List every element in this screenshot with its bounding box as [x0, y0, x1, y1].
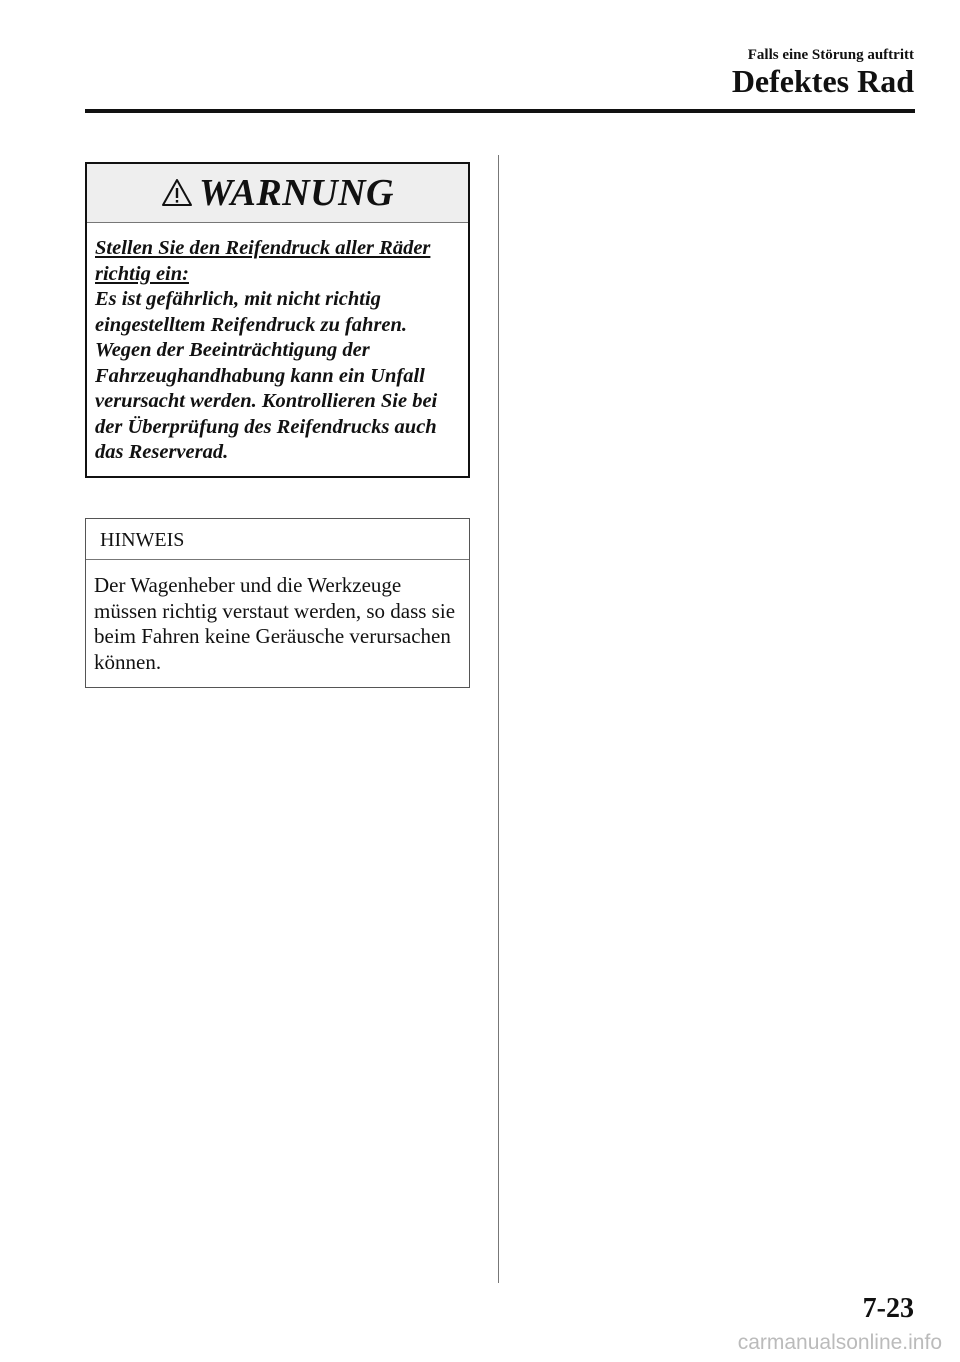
note-title: HINWEIS [86, 519, 469, 560]
watermark: carmanualsonline.info [737, 1331, 942, 1354]
column-divider [498, 155, 499, 1283]
warning-title: WARNUNG [199, 172, 394, 214]
warning-lead: Stellen Sie den Reifendruck aller Räder richtig ein: [95, 237, 431, 285]
warning-body [87, 223, 468, 466]
page-title: Defektes Rad [731, 63, 914, 99]
warning-box [85, 162, 470, 478]
warning-text: Es ist gefährlich, mit nicht richtig eingestelltem Reifendruck zu fahren. Wegen der Beeinträchtigung der Fahrzeughandhabung kann ein Unfall verursacht werden. Kontrollieren Sie bei der Überprüfung des Reifendrucks auch das Reserverad. [95, 288, 438, 463]
note-text: Der Wagenheber und die Werkzeuge müssen richtig verstaut werden, so dass sie beim Fahren keine Geräusche verursachen können. [94, 573, 456, 674]
warning-header [87, 164, 468, 223]
header-rule [85, 109, 915, 113]
section-title: Falls eine Störung auftritt [747, 47, 914, 63]
page-number: 7-23 [862, 1293, 914, 1324]
note-box [85, 518, 470, 688]
warning-triangle-icon [161, 178, 193, 208]
